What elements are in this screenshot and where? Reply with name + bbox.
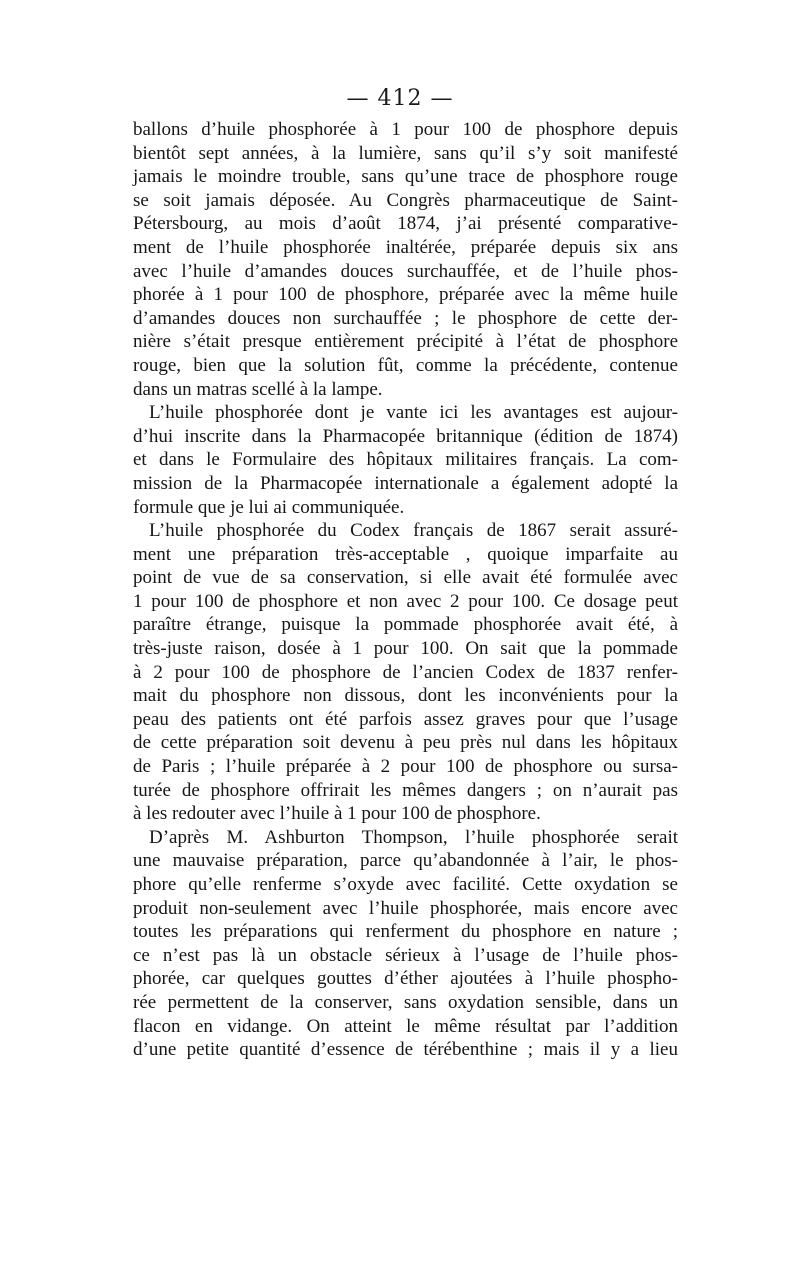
text-line: bientôt sept années, à la lumière, sans qu’il s’y soit manifesté: [133, 142, 678, 164]
body-text: [133, 118, 678, 1062]
text-line: peau des patients ont été parfois assez graves pour que l’usage: [133, 708, 678, 730]
text-line: produit non-seulement avec l’huile phosphorée, mais encore avec: [133, 897, 678, 919]
text-line: phorée à 1 pour 100 de phosphore, préparée avec la même huile: [133, 284, 678, 306]
text-line: d’amandes douces non surchauffée ; le phosphore de cette der-: [133, 307, 678, 329]
text-line: à 2 pour 100 de phosphore de l’ancien Codex de 1837 renfer-: [133, 661, 678, 683]
text-line: mission de la Pharmacopée internationale a également adopté la: [133, 472, 678, 494]
text-line: avec l’huile d’amandes douces surchauffée, et de l’huile phos-: [133, 260, 678, 282]
paragraph-end-line: formule que je lui ai communiquée.: [133, 496, 405, 518]
text-line: phorée, car quelques gouttes d’éther ajoutées à l’huile phospho-: [133, 968, 678, 990]
text-line: jamais le moindre trouble, sans qu’une trace de phosphore rouge: [133, 166, 678, 188]
text-line: 1 pour 100 de phosphore et non avec 2 pour 100. Ce dosage peut: [133, 590, 678, 612]
text-line: ballons d’huile phosphorée à 1 pour 100 de phosphore depuis: [133, 119, 678, 140]
text-line: flacon en vidange. On atteint le même résultat par l’addition: [133, 1015, 678, 1037]
paragraph-start-line: D’après M. Ashburton Thompson, l’huile phosphorée serait: [149, 826, 678, 848]
text-line: d’hui inscrite dans la Pharmacopée britannique (édition de 1874): [133, 425, 678, 447]
text-line: d’une petite quantité d’essence de térébenthine ; mais il y a lieu: [133, 1039, 678, 1061]
paragraph-start-line: L’huile phosphorée dont je vante ici les avantages est aujour-: [149, 402, 678, 424]
paragraph-end-line: à les redouter avec l’huile à 1 pour 100 de phosphore.: [133, 803, 541, 825]
paragraph-end-line: dans un matras scellé à la lampe.: [133, 378, 383, 400]
page-number: — 412 —: [346, 86, 454, 111]
text-line: Pétersbourg, au mois d’août 1874, j’ai présenté comparative-: [133, 213, 678, 235]
text-line: turée de phosphore offrirait les mêmes dangers ; on n’aurait pas: [133, 779, 678, 801]
text-line: très-juste raison, dosée à 1 pour 100. On sait que la pommade: [133, 638, 678, 660]
text-line: toutes les préparations qui renferment du phosphore en nature ;: [133, 921, 678, 943]
text-line: et dans le Formulaire des hôpitaux militaires français. La com-: [133, 449, 678, 471]
text-line: ce n’est pas là un obstacle sérieux à l’usage de l’huile phos-: [133, 944, 678, 966]
text-line: se soit jamais déposée. Au Congrès pharmaceutique de Saint-: [133, 189, 678, 211]
text-line: nière s’était presque entièrement précipité à l’état de phosphore: [133, 331, 678, 353]
text-line: point de vue de sa conservation, si elle avait été formulée avec: [133, 567, 678, 589]
paragraph-start-line: L’huile phosphorée du Codex français de 1867 serait assuré-: [149, 520, 678, 542]
text-line: rée permettent de la conserver, sans oxydation sensible, dans un: [133, 991, 678, 1013]
text-line: rouge, bien que la solution fût, comme la précédente, contenue: [133, 354, 678, 376]
text-line: phore qu’elle renferme s’oxyde avec facilité. Cette oxydation se: [133, 874, 678, 895]
text-line: paraître étrange, puisque la pommade phosphorée avait été, à: [133, 614, 678, 636]
text-line: de cette préparation soit devenu à peu près nul dans les hôpitaux: [133, 732, 678, 754]
text-line: ment une préparation très-acceptable , quoique imparfaite au: [133, 543, 678, 565]
text-line: mait du phosphore non dissous, dont les inconvénients pour la: [133, 685, 678, 707]
text-line: une mauvaise préparation, parce qu’abandonnée à l’air, le phos-: [133, 850, 678, 872]
text-line: de Paris ; l’huile préparée à 2 pour 100 de phosphore ou sursa-: [133, 756, 678, 778]
text-line: ment de l’huile phosphorée inaltérée, préparée depuis six ans: [133, 236, 678, 258]
